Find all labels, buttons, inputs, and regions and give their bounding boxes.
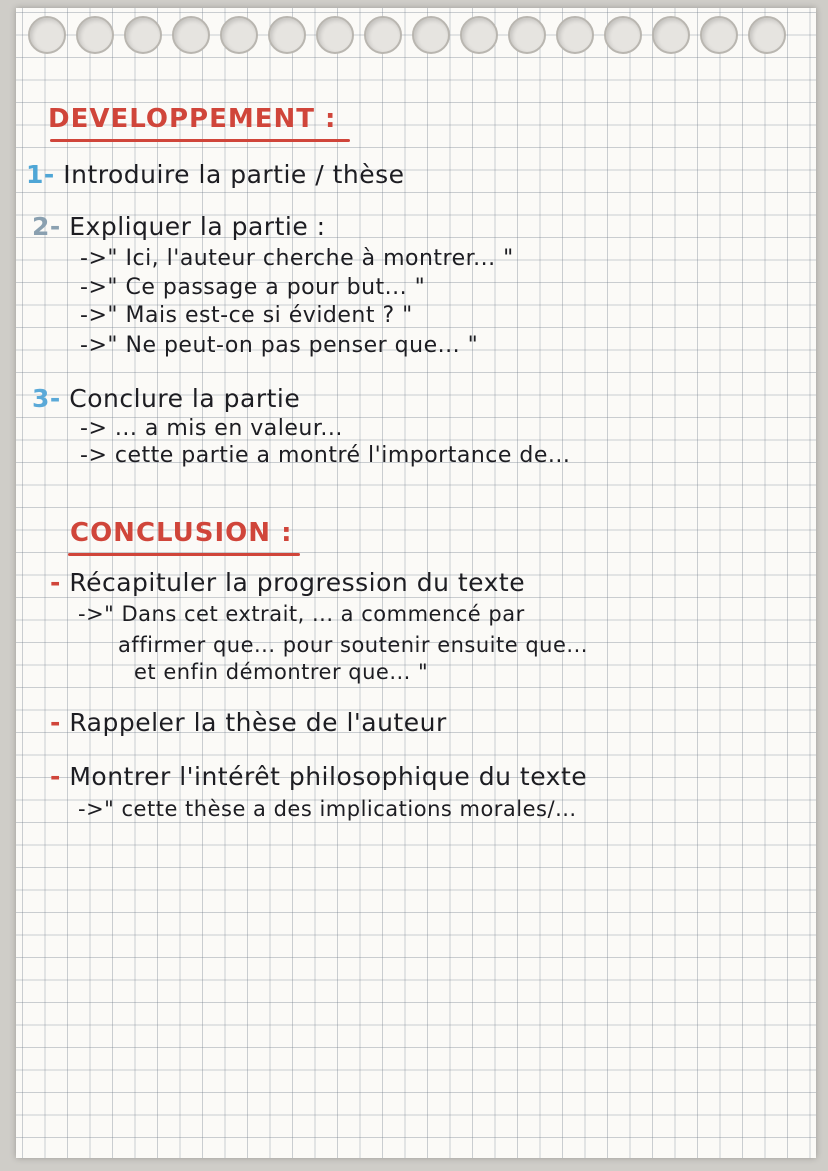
conclusion-item-1-line: affirmer que... pour soutenir ensuite que... [118,633,588,657]
development-title-underline [50,139,350,142]
punch-hole [124,16,162,54]
step-2-line: ->" Ce passage a pour but... " [80,275,426,300]
step-2 [32,212,326,241]
spiral-holes [28,12,798,56]
conclusion-item-3 [50,762,587,791]
punch-hole [28,16,66,54]
conclusion-item-3-text: Montrer l'intérêt philosophique du texte [69,762,588,791]
conclusion-item-2 [50,708,447,737]
conclusion-title-underline [68,553,300,556]
punch-hole [412,16,450,54]
punch-hole [748,16,786,54]
step-3-line: -> cette partie a montré l'importance de... [80,443,571,468]
punch-hole [364,16,402,54]
bullet-dash: - [50,762,61,791]
conclusion-item-2-text: Rappeler la thèse de l'auteur [69,708,447,737]
conclusion-item-1-text: Récapituler la progression du texte [69,568,526,597]
step-2-line: ->" Ici, l'auteur cherche à montrer... " [80,246,514,271]
step-3-text: Conclure la partie [69,384,301,413]
punch-hole [508,16,546,54]
punch-hole [652,16,690,54]
punch-hole [316,16,354,54]
development-title: DEVELOPPEMENT : [48,104,337,134]
punch-hole [172,16,210,54]
step-2-number: 2- [32,212,61,241]
step-3-number: 3- [32,384,61,413]
step-2-text: Expliquer la partie : [69,212,326,241]
punch-hole [604,16,642,54]
punch-hole [556,16,594,54]
conclusion-item-1 [50,568,525,597]
step-2-line: ->" Mais est-ce si évident ? " [80,303,413,328]
punch-hole [220,16,258,54]
step-2-line: ->" Ne peut-on pas penser que... " [80,333,479,358]
step-1 [26,160,405,189]
conclusion-item-1-line: ->" Dans cet extrait, ... a commencé par [78,602,525,626]
bullet-dash: - [50,708,61,737]
conclusion-item-1-line: et enfin démontrer que... " [134,660,429,684]
conclusion-title: CONCLUSION : [70,518,293,548]
bullet-dash: - [50,568,61,597]
step-3-line: -> ... a mis en valeur... [80,416,343,441]
punch-hole [76,16,114,54]
punch-hole [460,16,498,54]
conclusion-item-3-line: ->" cette thèse a des implications morales/... [78,797,577,821]
step-1-number: 1- [26,160,55,189]
punch-hole [700,16,738,54]
punch-hole [268,16,306,54]
step-1-text: Introduire la partie / thèse [63,160,405,189]
step-3 [32,384,300,413]
